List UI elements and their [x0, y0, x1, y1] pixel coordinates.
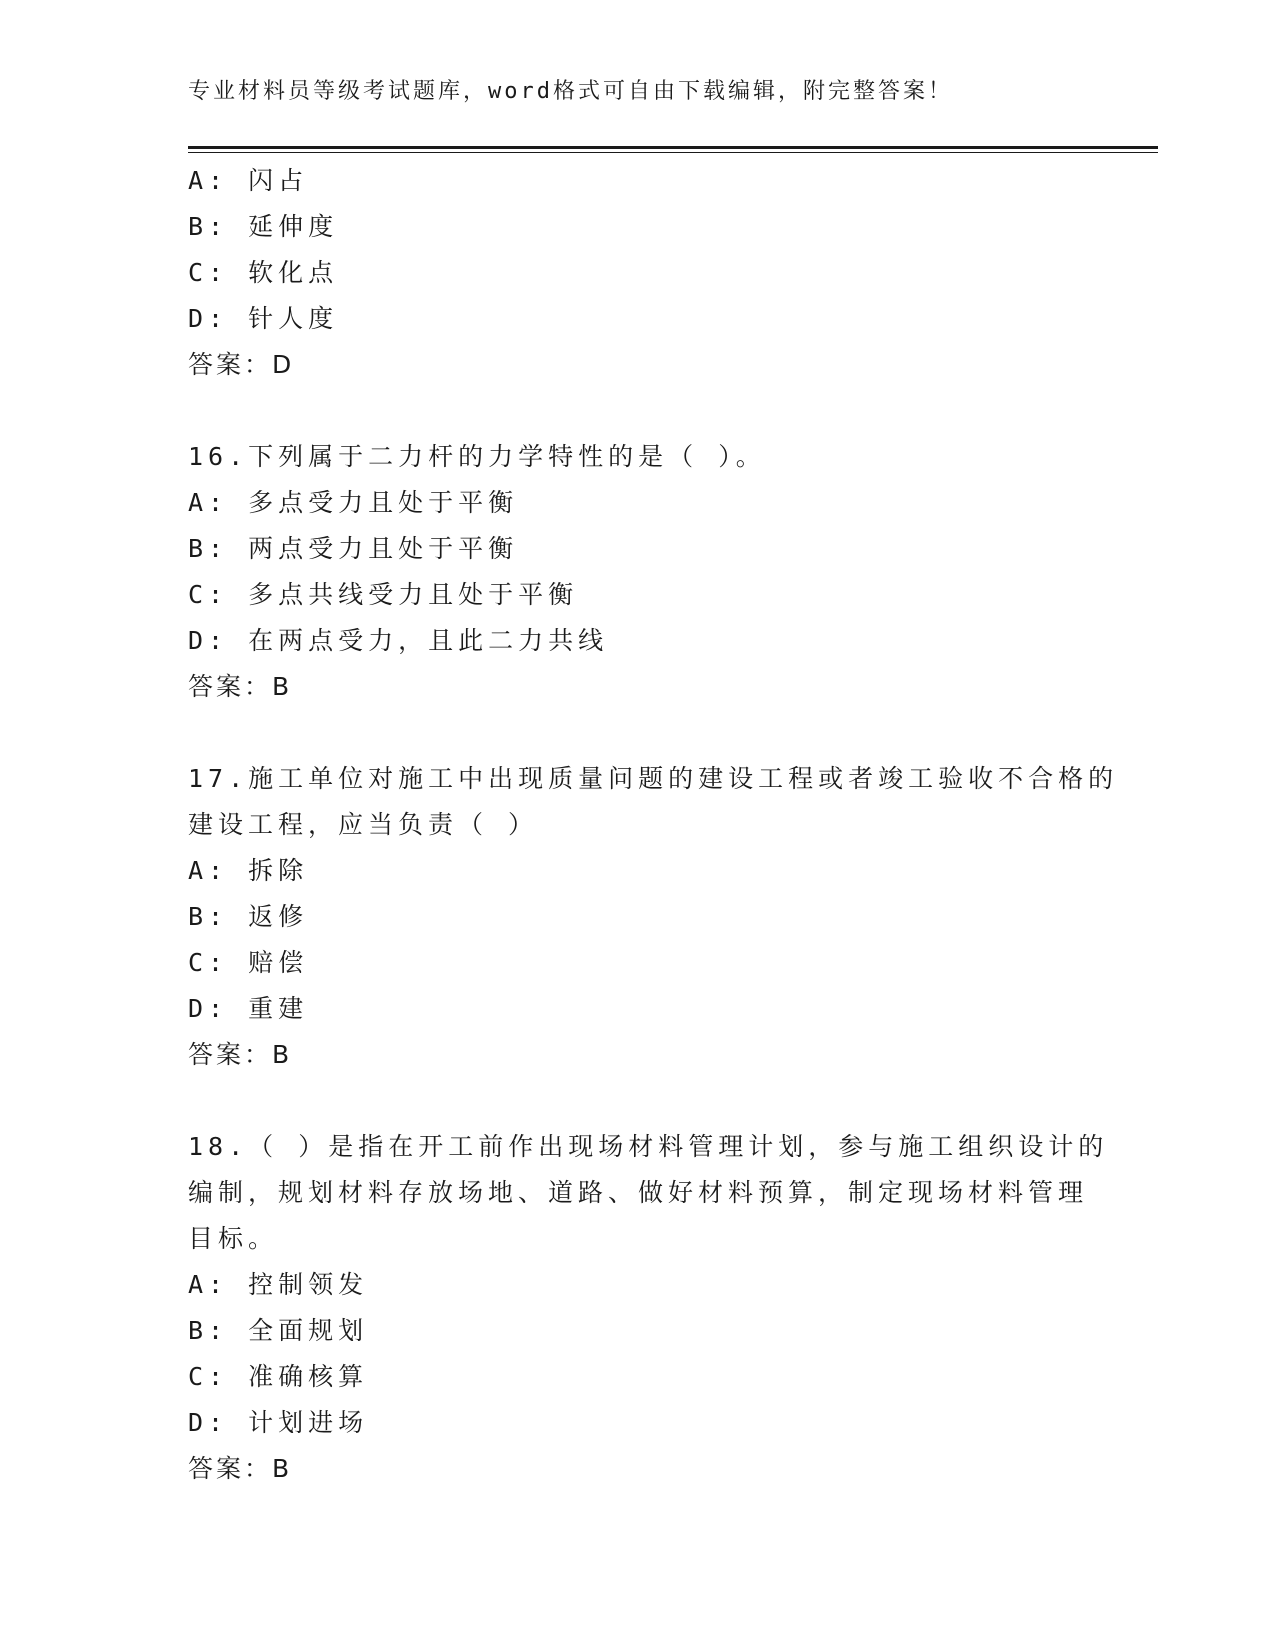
question-15	[188, 158, 1088, 388]
question-text: 18.（ ）是指在开工前作出现场材料管理计划，参与施工组织设计的	[188, 1132, 1109, 1161]
answer-line: 答案：B	[188, 672, 293, 701]
option-b: B: 两点受力且处于平衡	[188, 534, 519, 563]
option-b: B: 返修	[188, 902, 309, 931]
option-d: D: 针人度	[188, 304, 339, 333]
question-text: 16.下列属于二力杆的力学特性的是（ ）。	[188, 442, 766, 471]
header-divider-thin	[188, 152, 1158, 153]
option-d: D: 计划进场	[188, 1408, 369, 1437]
option-b: B: 全面规划	[188, 1316, 369, 1345]
option-c: C: 赔偿	[188, 948, 309, 977]
option-d: D: 在两点受力，且此二力共线	[188, 626, 609, 655]
page-header: 专业材料员等级考试题库，word格式可自由下载编辑，附完整答案！	[188, 79, 953, 104]
option-a: A: 控制领发	[188, 1270, 369, 1299]
option-b: B: 延伸度	[188, 212, 339, 241]
option-d: D: 重建	[188, 994, 309, 1023]
answer-line: 答案：B	[188, 1454, 293, 1483]
option-a: A: 多点受力且处于平衡	[188, 488, 519, 517]
option-c: C: 准确核算	[188, 1362, 369, 1391]
question-17	[188, 756, 1119, 1078]
question-text-cont: 建设工程，应当负责（ ）	[188, 810, 539, 839]
question-16	[188, 434, 1088, 710]
option-c: C: 软化点	[188, 258, 339, 287]
header-divider-thick	[188, 146, 1158, 149]
answer-line: 答案：D	[188, 350, 295, 379]
option-a: A: 拆除	[188, 856, 309, 885]
question-text-cont: 编制，规划材料存放场地、道路、做好材料预算，制定现场材料管理	[188, 1178, 1089, 1207]
option-a: A: 闪占	[188, 166, 309, 195]
answer-line: 答案：B	[188, 1040, 293, 1069]
question-text: 17.施工单位对施工中出现质量问题的建设工程或者竣工验收不合格的	[188, 764, 1119, 793]
question-list	[188, 158, 1119, 1492]
question-text-cont: 目标。	[188, 1224, 279, 1253]
question-18	[188, 1124, 1109, 1492]
option-c: C: 多点共线受力且处于平衡	[188, 580, 579, 609]
